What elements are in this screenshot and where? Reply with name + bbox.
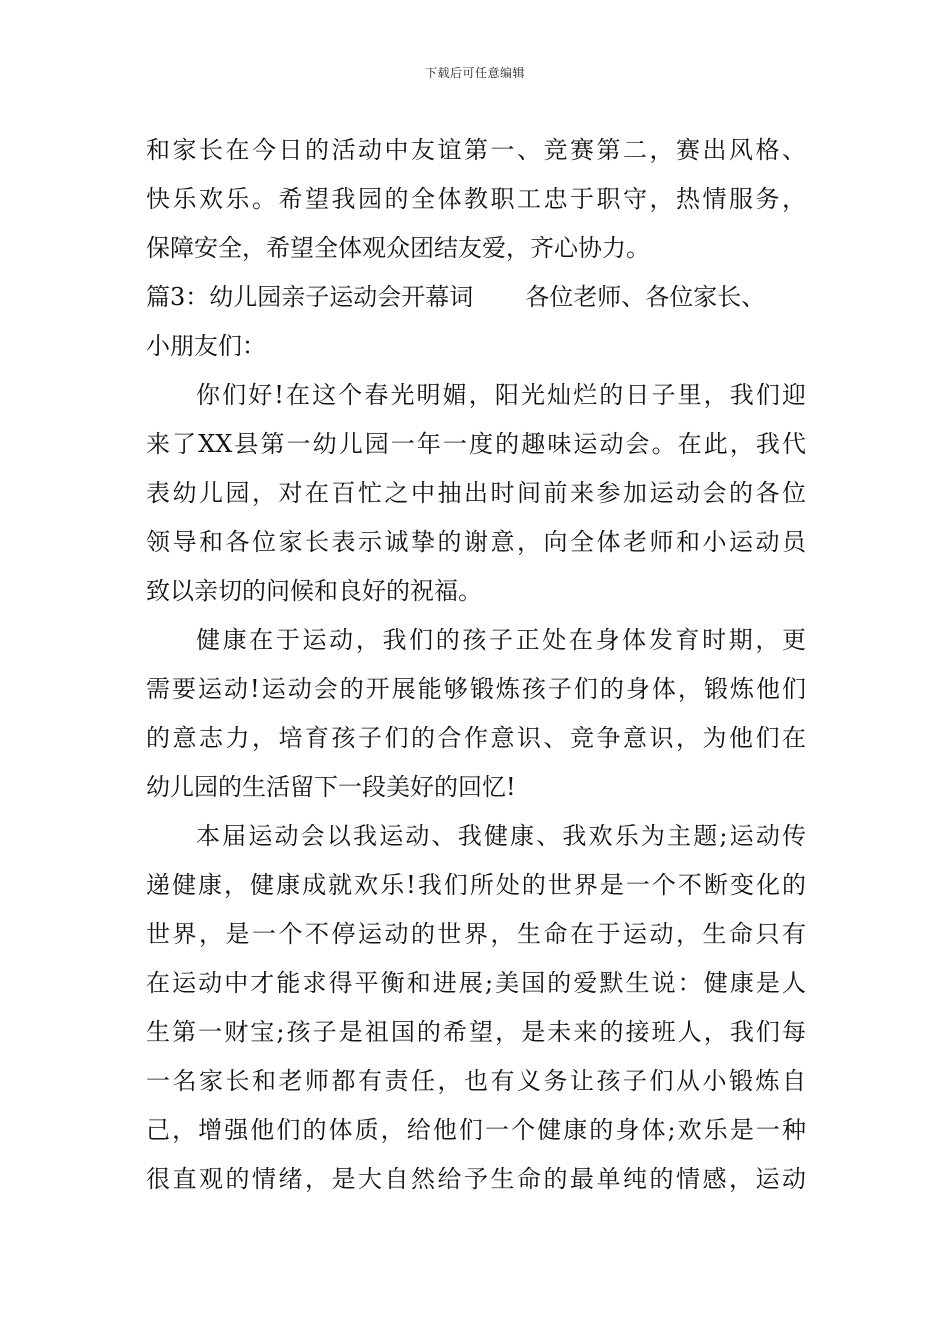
greeting-text: 各位老师、各位家长、	[525, 283, 766, 311]
section-title: 篇3：幼儿园亲子运动会开幕词	[146, 283, 474, 311]
text-line: 幼儿园的生活留下一段美好的回忆!	[146, 773, 516, 801]
text-line: 你们好!在这个春光明媚，阳光灿烂的日子里，我们迎	[196, 381, 806, 409]
page-header: 下载后可任意编辑	[424, 66, 525, 80]
text-line: 的意志力，培育孩子们的合作意识、竞争意识，为他们在	[146, 724, 806, 752]
section-heading-line	[146, 273, 806, 322]
text-line: 致以亲切的问候和良好的祝福。	[146, 577, 482, 605]
text-line: 生第一财宝;孩子是祖国的希望，是未来的接班人，我们每	[146, 1018, 806, 1046]
text-line: 本届运动会以我运动、我健康、我欢乐为主题;运动传	[196, 822, 806, 850]
text-line: 递健康，健康成就欢乐!我们所处的世界是一个不断变化的	[146, 871, 806, 899]
text-line: 和家长在今日的活动中友谊第一、竞赛第二，赛出风格、	[146, 136, 806, 164]
text-line: 小朋友们：	[146, 332, 266, 360]
document-body	[146, 126, 806, 1204]
text-line: 快乐欢乐。希望我园的全体教职工忠于职守，热情服务，	[146, 185, 806, 213]
text-line: 来了XX县第一幼儿园一年一度的趣味运动会。在此，我代	[146, 430, 806, 458]
text-line: 在运动中才能求得平衡和进展;美国的爱默生说：健康是人	[146, 969, 806, 997]
text-line: 己，增强他们的体质，给他们一个健康的身体;欢乐是一种	[146, 1116, 806, 1144]
text-line: 世界，是一个不停运动的世界，生命在于运动，生命只有	[146, 920, 806, 948]
text-line: 领导和各位家长表示诚挚的谢意，向全体老师和小运动员	[146, 528, 806, 556]
text-line: 很直观的情绪，是大自然给予生命的最单纯的情感，运动	[146, 1165, 806, 1193]
text-line: 表幼儿园，对在百忙之中抽出时间前来参加运动会的各位	[146, 479, 806, 507]
text-line: 需要运动!运动会的开展能够锻炼孩子们的身体，锻炼他们	[146, 675, 806, 703]
text-line: 保障安全，希望全体观众团结友爱，齐心协力。	[146, 234, 650, 262]
text-line: 一名家长和老师都有责任，也有义务让孩子们从小锻炼自	[146, 1067, 806, 1095]
text-line: 健康在于运动，我们的孩子正处在身体发育时期，更	[196, 626, 806, 654]
